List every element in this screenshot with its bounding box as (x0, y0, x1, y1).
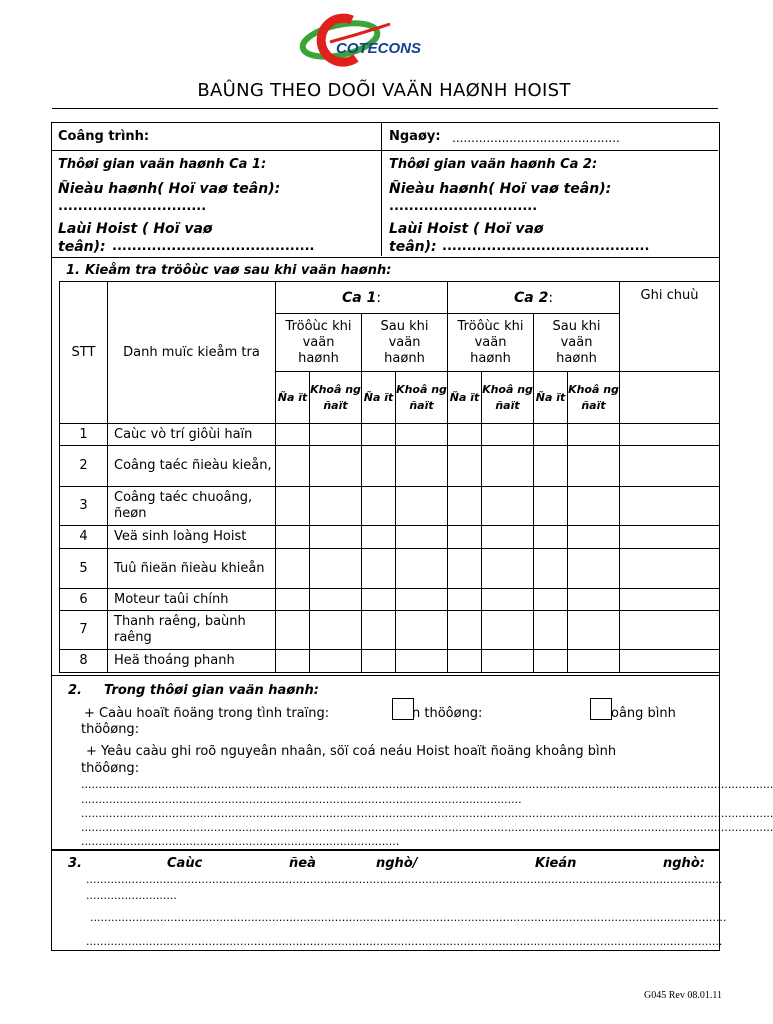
ca2-before-ok: Ña ït (448, 372, 482, 424)
check-cell[interactable] (396, 549, 448, 589)
check-cell[interactable] (568, 611, 620, 650)
note-cell[interactable] (620, 611, 720, 650)
answer-line-5[interactable]: ........................................................................................... (81, 835, 400, 848)
ca2-after-notok: Khoâ ng ñaït (568, 372, 620, 424)
check-cell[interactable] (482, 611, 534, 650)
ca1-before-ok: Ña ït (276, 372, 310, 424)
check-cell[interactable] (276, 446, 310, 487)
row-stt: 7 (60, 611, 108, 650)
section3-word4: Kieán (535, 856, 577, 871)
ca2-before-header: Tröôùc khi vaän haønh (448, 314, 534, 372)
stt-header: STT (60, 282, 108, 424)
ca1-after-notok: Khoâ ng ñaït (396, 372, 448, 424)
ca1-operator-label: Ñieàu haønh( Hoï vaø teân): (58, 181, 281, 197)
check-cell[interactable] (482, 589, 534, 611)
answer-line-1[interactable]: ...................................................................................................................................................................................................... (81, 778, 773, 791)
answer-line-3[interactable]: ...................................................................................................................................................................................................... (81, 807, 773, 820)
header-vertical-divider (381, 122, 382, 256)
ca1-after-header: Sau khi vaän haønh (362, 314, 448, 372)
ca2-operator-dots: .............................. (389, 199, 538, 214)
check-cell[interactable] (276, 611, 310, 650)
check-cell[interactable] (448, 526, 482, 549)
check-cell[interactable] (534, 611, 568, 650)
row-item: Thanh raêng, baùnh raêng (108, 611, 276, 650)
table-row (60, 650, 720, 673)
check-cell[interactable] (534, 487, 568, 526)
check-cell[interactable] (568, 446, 620, 487)
check-cell[interactable] (310, 589, 362, 611)
check-cell[interactable] (448, 446, 482, 487)
check-cell[interactable] (276, 589, 310, 611)
check-cell[interactable] (396, 650, 448, 673)
ca2-driver-label: Laùi Hoist ( Hoï vaø (389, 221, 544, 237)
note-cell (620, 372, 720, 424)
ca1-operator-dots: .............................. (58, 199, 207, 214)
check-cell[interactable] (448, 611, 482, 650)
proposal-line-3[interactable]: ...................................................................................................................................................................................... (86, 935, 723, 948)
abnormal-checkbox[interactable] (590, 698, 612, 720)
ca1-colon: : (376, 289, 382, 306)
note-cell[interactable] (620, 446, 720, 487)
section1-title: Kieåm tra tröôùc vaø sau khi vaän haønh: (85, 263, 392, 278)
ca2-header (448, 282, 620, 314)
ca2-header-text: Ca 2 (513, 289, 549, 306)
ca2-time-label: Thôøi gian vaän haønh Ca 2: (389, 157, 598, 172)
check-cell[interactable] (534, 650, 568, 673)
row-stt: 5 (60, 549, 108, 589)
request-line-2: thöôøng: (81, 761, 140, 776)
section2-number: 2. (68, 683, 82, 698)
header-row-divider (51, 150, 718, 151)
check-cell[interactable] (448, 424, 482, 446)
check-cell[interactable] (362, 487, 396, 526)
check-cell[interactable] (568, 487, 620, 526)
row-stt: 8 (60, 650, 108, 673)
check-cell[interactable] (362, 424, 396, 446)
check-cell[interactable] (276, 549, 310, 589)
logo-text: COTECONS (336, 40, 422, 57)
check-cell[interactable] (482, 549, 534, 589)
status-label: + Caàu hoaït ñoäng trong tình traïng: (84, 706, 330, 721)
check-cell[interactable] (568, 549, 620, 589)
ca2-colon: : (548, 289, 554, 306)
check-cell[interactable] (568, 526, 620, 549)
ca2-driver-label-cont: teân): (389, 239, 437, 255)
proposal-line-1-cont[interactable]: .......................... (86, 889, 177, 902)
item-header (108, 282, 276, 424)
row-item: Coâng taéc chuoâng, ñeøn (108, 487, 276, 526)
check-cell[interactable] (310, 526, 362, 549)
section3-word2: ñeà (289, 856, 316, 871)
row-item: Veä sinh loàng Hoist (108, 526, 276, 549)
ngay-label: Ngaøy: (389, 129, 441, 144)
check-cell[interactable] (568, 650, 620, 673)
check-cell[interactable] (482, 650, 534, 673)
section3-word5: nghò: (663, 856, 705, 871)
ca1-driver-label-cont: teân): (58, 239, 106, 255)
check-cell[interactable] (534, 526, 568, 549)
abnormal-option-label: oâng bình (611, 706, 676, 721)
normal-option-label: n thöôøng: (412, 706, 483, 721)
check-cell[interactable] (310, 611, 362, 650)
check-cell[interactable] (310, 650, 362, 673)
ca2-driver-dots: .......................................... (442, 239, 650, 254)
section1-number: 1. (66, 263, 80, 278)
note-cell[interactable] (620, 549, 720, 589)
row-item: Moteur taûi chính (108, 589, 276, 611)
check-cell[interactable] (276, 487, 310, 526)
proposal-line-2[interactable]: ...................................................................................................................................................................................... (90, 911, 727, 924)
check-cell[interactable] (482, 424, 534, 446)
title-divider (52, 108, 718, 109)
table-row (60, 424, 720, 446)
check-cell[interactable] (276, 424, 310, 446)
row-stt: 2 (60, 446, 108, 487)
check-cell[interactable] (448, 549, 482, 589)
row-stt: 1 (60, 424, 108, 446)
answer-line-2[interactable]: .............................................................................................................................. (81, 793, 522, 806)
ca2-after-header: Sau khi vaän haønh (534, 314, 620, 372)
check-cell[interactable] (310, 487, 362, 526)
check-cell[interactable] (534, 424, 568, 446)
check-cell[interactable] (362, 611, 396, 650)
check-cell[interactable] (276, 650, 310, 673)
note-header: Ghi chuù (620, 282, 720, 372)
check-cell[interactable] (396, 487, 448, 526)
check-cell[interactable] (396, 526, 448, 549)
note-cell[interactable] (620, 650, 720, 673)
document-code: G045 Rev 08.01.11 (644, 990, 722, 1001)
row-item: Heä thoáng phanh (108, 650, 276, 673)
table-row (60, 589, 720, 611)
check-cell[interactable] (362, 589, 396, 611)
section2-title: Trong thôøi gian vaän haønh: (104, 683, 319, 698)
note-cell[interactable] (620, 589, 720, 611)
ca2-operator-label: Ñieàu haønh( Hoï vaø teân): (389, 181, 612, 197)
check-cell[interactable] (396, 589, 448, 611)
check-cell[interactable] (276, 526, 310, 549)
note-cell[interactable] (620, 424, 720, 446)
note-cell[interactable] (620, 487, 720, 526)
request-line-1: + Yeâu caàu ghi roõ nguyeân nhaân, söï coá neáu Hoist hoaït ñoäng khoâng bình (86, 744, 617, 759)
answer-line-4[interactable]: ...................................................................................................................................................................................................... (81, 821, 773, 834)
checklist-table (59, 281, 720, 673)
check-cell[interactable] (568, 424, 620, 446)
ca1-driver-label: Laùi Hoist ( Hoï vaø (58, 221, 213, 237)
ca1-header (276, 282, 448, 314)
cotecons-logo (300, 12, 450, 70)
table-row (60, 526, 720, 549)
check-cell[interactable] (534, 549, 568, 589)
check-cell[interactable] (534, 589, 568, 611)
check-cell[interactable] (362, 549, 396, 589)
row-item: Coâng taéc ñieàu kieån, (108, 446, 276, 487)
table-row (60, 549, 720, 589)
check-cell[interactable] (448, 650, 482, 673)
item-header-text: Danh muïc kieåm tra (123, 344, 260, 360)
table-row (60, 487, 720, 526)
section3-word1: Caùc (167, 856, 203, 871)
check-cell[interactable] (482, 487, 534, 526)
check-cell[interactable] (362, 650, 396, 673)
abnormal-option-label-cont: thöôøng: (81, 722, 140, 737)
note-cell[interactable] (620, 526, 720, 549)
check-cell[interactable] (396, 611, 448, 650)
row-item: Tuû ñieän ñieàu khieån (108, 549, 276, 589)
page-title: BAÛNG THEO DOÕI VAÄN HAØNH HOIST (197, 80, 571, 101)
ngay-dots: ............................................ (452, 131, 620, 145)
section3-word3: nghò/ (376, 856, 418, 871)
check-cell[interactable] (310, 446, 362, 487)
check-cell[interactable] (362, 446, 396, 487)
cong-trinh-label: Coâng trình: (58, 129, 150, 144)
ca1-before-header: Tröôùc khi vaän haønh (276, 314, 362, 372)
ca1-before-notok: Khoâ ng ñaït (310, 372, 362, 424)
table-row (60, 446, 720, 487)
check-cell[interactable] (396, 446, 448, 487)
ca1-driver-dots: ......................................... (112, 239, 315, 254)
check-cell[interactable] (396, 424, 448, 446)
check-cell[interactable] (310, 549, 362, 589)
check-cell[interactable] (448, 589, 482, 611)
ca2-after-ok: Ña ït (534, 372, 568, 424)
proposal-line-1[interactable]: ...................................................................................................................................................................................... (86, 873, 723, 886)
ca2-before-notok: Khoâ ng ñaït (482, 372, 534, 424)
check-cell[interactable] (568, 589, 620, 611)
row-item: Caùc vò trí giôùi haïn (108, 424, 276, 446)
ca1-after-ok: Ña ït (362, 372, 396, 424)
ca1-time-label: Thôøi gian vaän haønh Ca 1: (58, 157, 267, 172)
check-cell[interactable] (534, 446, 568, 487)
check-cell[interactable] (310, 424, 362, 446)
normal-checkbox[interactable] (392, 698, 414, 720)
table-row (60, 611, 720, 650)
check-cell[interactable] (362, 526, 396, 549)
row-stt: 4 (60, 526, 108, 549)
check-cell[interactable] (482, 446, 534, 487)
section3-number: 3. (68, 856, 82, 871)
check-cell[interactable] (448, 487, 482, 526)
row-stt: 6 (60, 589, 108, 611)
ca1-header-text: Ca 1 (341, 289, 377, 306)
check-cell[interactable] (482, 526, 534, 549)
row-stt: 3 (60, 487, 108, 526)
